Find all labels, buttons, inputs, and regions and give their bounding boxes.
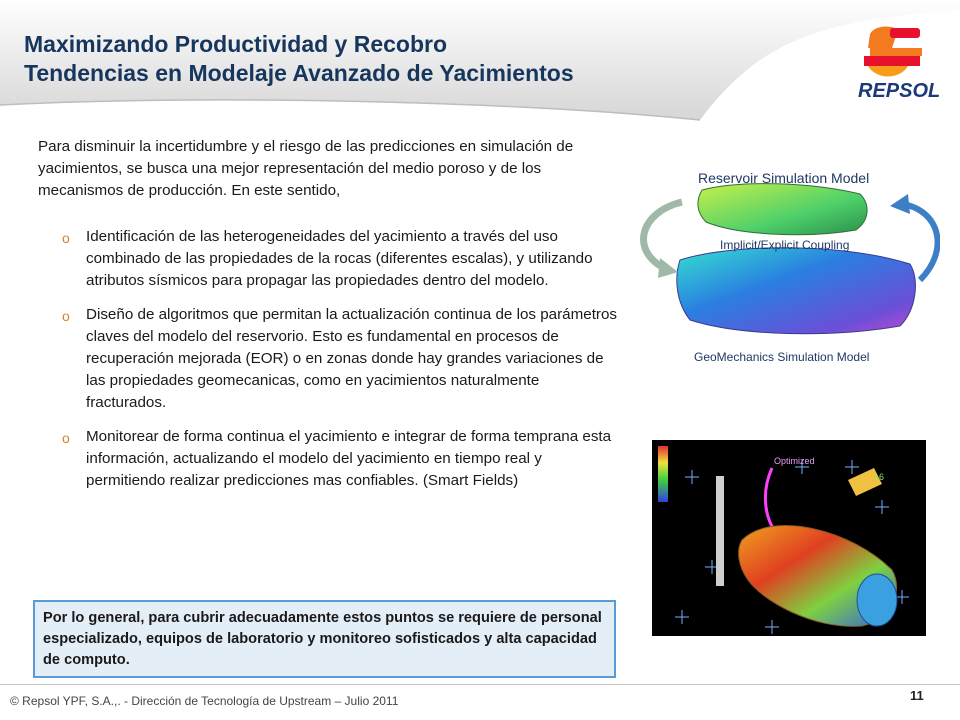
well-column [716, 476, 724, 586]
title-line-2: Tendencias en Modelaje Avanzado de Yacimientos [24, 60, 574, 86]
list-item [62, 226, 622, 292]
geomechanics-model-shape [677, 248, 916, 334]
repsol-logo-text: REPSOL [858, 80, 941, 102]
label-reservoir-model: Reservoir Simulation Model [698, 170, 870, 186]
bullet-marker: o [62, 308, 70, 324]
footer-divider [0, 684, 960, 685]
coupling-diagram [620, 160, 940, 370]
coupling-arrow-left [644, 202, 682, 268]
label-geomechanics-model: GeoMechanics Simulation Model [694, 350, 870, 364]
wellbore-render [652, 440, 926, 636]
list-item [62, 304, 622, 414]
bullet-text: Diseño de algoritmos que permitan la actualización continua de los parámetros claves del modelo del reservorio. Esto es fundamental en procesos de recuperación mejorada (EOR) o en zonas donde hay grandes variaciones de las propiedades geomecanicas, como en yacimientos naturalmente fracturados. [86, 306, 618, 411]
color-scale-bar [658, 446, 668, 502]
bullet-marker: o [62, 430, 70, 446]
page-title [24, 30, 574, 88]
wellbore-end-cap [857, 574, 897, 626]
summary-callout: Por lo general, para cubrir adecuadamente estos puntos se requiere de personal especializado, equipos de laboratorio y monitoreo sofisticados y alta capacidad de computo. [33, 600, 616, 678]
reservoir-model-shape [698, 184, 867, 235]
intro-paragraph: Para disminuir la incertidumbre y el riesgo de las predicciones en simulación de yacimientos, se busca una mejor representación del medio poroso y de los mecanismos de producción. En este sentido, [38, 138, 574, 199]
footer-copyright: © Repsol YPF, S.A.,. - Dirección de Tecnología de Upstream – Julio 2011 [10, 694, 399, 708]
bullet-marker: o [62, 230, 70, 246]
coupling-arrow-left-head [658, 258, 678, 278]
bullet-list [62, 226, 622, 504]
label-coupling: Implicit/Explicit Coupling [720, 238, 850, 252]
label-optimized: Optimized [774, 456, 815, 466]
label-well-tag: 16 [874, 472, 885, 482]
coupling-arrow-right-head [890, 194, 910, 214]
bullet-text: Identificación de las heterogeneidades del yacimiento a través del uso combinado de las propiedades de la rocas (diferentes escalas), y utilizando atributos sísmicos para propagar las propiedades dentro del modelo. [86, 228, 593, 289]
page-number: 11 [910, 688, 924, 703]
list-item [62, 426, 622, 492]
bullet-text: Monitorear de forma continua el yacimiento e integrar de forma temprana esta información, actualizando el modelo del yacimiento en tiempo real y permitiendo realizar predicciones mas confiables. (Smart Fields) [86, 428, 612, 489]
title-line-1: Maximizando Productividad y Recobro [24, 31, 448, 57]
